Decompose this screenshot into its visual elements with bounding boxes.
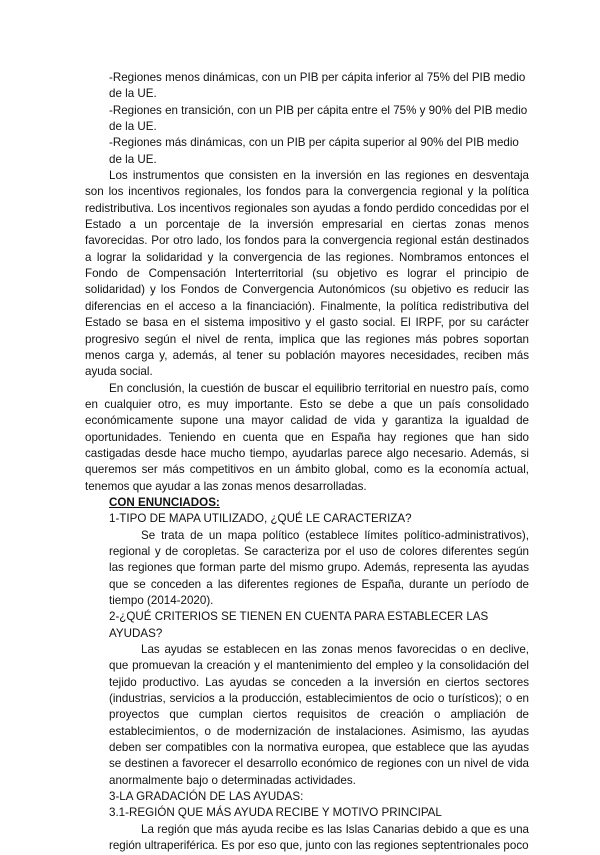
paragraph-instrumentos: Los instrumentos que consisten en la inversión en las regiones en desventaja son los incentivos regionales, los fondos para la convergencia regional y la política redistributiva. Los incentivos regionales son ayudas a fondo perdido concedidas por el Estado a un porcentaje de la inversión empresarial en ciertas zonas menos favorecidas. Por otro lado, los fondos para la convergencia regional están destinados a lograr la solidaridad y la convergencia de las regiones. Nombramos entonces el Fondo de Compensación Interterritorial (su objetivo es lograr el principio de solidaridad) y los Fondos de Convergencia Autonómicos (su objetivo es reducir las diferencias en el acceso a la financiación). Finalmente, la política redistributiva del Estado se basa en el sistema impositivo y el gasto social. El IRPF, por su carácter progresivo según el nivel de renta, implica que las regiones más pobres soportan menos carga y, además, al tener su población mayores necesidades, reciben más ayuda social. xyxy=(85,169,529,379)
answer-1: Se trata de un mapa político (establece límites político-administrativos), regional y de coropletas. Se caracteriza por el uso de colores diferentes según las regiones que forman parte del mismo grupo. Además, representa las ayudas que se conceden a las diferentes regiones de España, durante un período de tiempo (2014-2020). xyxy=(109,528,529,607)
list-item-menos-dinamicas: -Regiones menos dinámicas, con un PIB per cápita inferior al 75% del PIB medio de la UE. xyxy=(109,71,526,101)
question-3-1: 3.1-REGIÓN QUE MÁS AYUDA RECIBE Y MOTIVO PRINCIPAL xyxy=(109,806,442,820)
list-item-mas-dinamicas: -Regiones más dinámicas, con un PIB per cápita superior al 90% del PIB medio de la UE. xyxy=(109,136,519,166)
section-heading: CON ENUNCIADOS: xyxy=(109,495,220,509)
document-content xyxy=(85,70,529,855)
question-2: 2-¿QUÉ CRITERIOS SE TIENEN EN CUENTA PARA ESTABLECER LAS AYUDAS? xyxy=(109,610,489,640)
list-item-transicion: -Regiones en transición, con un PIB per cápita entre el 75% y 90% del PIB medio de la UE. xyxy=(109,103,528,134)
answer-3-1: La región que más ayuda recibe es las Islas Canarias debido a que es una región ultraperiférica. Es por eso que, junto con las regiones septentrionales poco xyxy=(109,822,529,853)
question-1: 1-TIPO DE MAPA UTILIZADO, ¿QUÉ LE CARACTERIZA? xyxy=(109,512,412,526)
answer-2: Las ayudas se establecen en las zonas menos favorecidas o en declive, que promuevan la creación y el mantenimiento del empleo y la consolidación del tejido productivo. Las ayudas se conceden a la inversión en ciertos sectores (industrias, servicios a la producción, establecimientos de ocio o turísticos); o en proyectos que cumplan ciertos requisitos de creación o ampliación de establecimientos, o de modernización de instalaciones. Asimismo, las ayudas deben ser compatibles con la normativa europea, que establece que las ayudas se destinen a favorecer el desarrollo económico de regiones con un nivel de vida anormalmente bajo o determinadas actividades. xyxy=(109,643,529,787)
paragraph-conclusion: En conclusión, la cuestión de buscar el equilibrio territorial en nuestro país, como en cualquier otro, es muy importante. Esto se debe a que un país consolidado económicamente supone una mayor calidad de vida y garantiza la igualdad de oportunidades. Teniendo en cuenta que en España hay regiones que han sido castigadas desde hace mucho tiempo, ayudarlas parece algo necesario. Además, si queremos ser más competitivos en un ámbito global, como es la economía actual, tenemos que ayudar a las zonas menos desarrolladas. xyxy=(85,381,529,493)
question-3: 3-LA GRADACIÓN DE LAS AYUDAS: xyxy=(109,790,304,804)
